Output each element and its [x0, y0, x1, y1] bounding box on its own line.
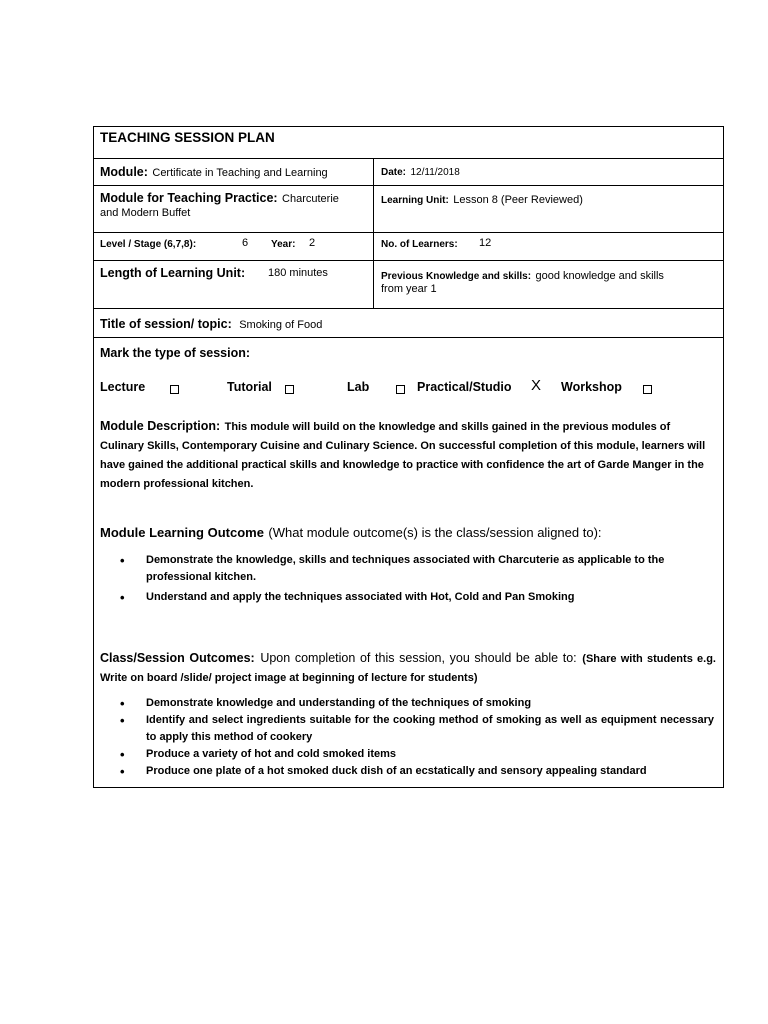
session-type-lab-label: Lab: [347, 380, 370, 394]
mlo-label: Module Learning Outcome: [100, 525, 264, 540]
practice-value-line1: Charcuterie: [282, 193, 339, 205]
title-row: [94, 127, 723, 159]
mlo-list: [94, 552, 714, 606]
date-label: Date:: [381, 167, 407, 178]
topic-label: Title of session/ topic:: [100, 317, 232, 331]
cso-intro: Upon completion of this session, you should be able to:: [260, 651, 577, 665]
session-type-lecture-checkbox[interactable]: [170, 381, 179, 399]
prior-cell: [374, 261, 723, 308]
length-value: 180 minutes: [268, 267, 328, 279]
session-type-workshop-label: Workshop: [561, 380, 622, 394]
year-value: 2: [309, 237, 316, 249]
learners-label: No. of Learners:: [381, 239, 458, 250]
practice-cell: [94, 186, 374, 232]
session-type-lecture-label: Lecture: [100, 380, 146, 394]
description-text: This module will build on the knowledge and skills gained in the previous modules of Culinary Skills, Contemporary Cuisine and Culinary Science. On successful completion of this module, learners will have gained the additional practical skills and knowledge to practice with confidence the art of Garde Manger in the modern professional kitchen.: [100, 421, 706, 490]
cso-item: • Produce one plate of a hot smoked duck dish of an ecstatically and sensory appealing standard: [94, 763, 714, 780]
level-row: [94, 233, 723, 261]
session-plan-table: [93, 126, 724, 788]
learners-cell: [374, 233, 723, 260]
practice-value-line2: and Modern Buffet: [100, 207, 191, 219]
mlo-note: (What module outcome(s) is the class/session aligned to):: [268, 525, 602, 540]
unit-cell: [374, 186, 723, 232]
practice-row: [94, 186, 723, 233]
level-label: Level / Stage (6,7,8):: [100, 239, 197, 250]
cso-note: (Share with students e.g. Write on board /slide/ project image at beginning of lecture for students): [100, 653, 716, 684]
length-cell: [94, 261, 374, 308]
prior-value-line1: good knowledge and skills: [535, 270, 664, 282]
length-row: [94, 261, 723, 309]
session-type-tutorial-checkbox[interactable]: [285, 381, 294, 399]
year-label: Year:: [271, 239, 296, 250]
cso-item: • Produce a variety of hot and cold smoked items: [94, 746, 714, 763]
content-cell: [94, 338, 723, 787]
cso-item: • Identify and select ingredients suitable for the cooking method of smoking as well as equipment necessary to apply this method of cookery: [94, 712, 714, 746]
session-outcomes-intro: [100, 649, 716, 687]
mlo-item: • Understand and apply the techniques associated with Hot, Cold and Pan Smoking: [94, 589, 714, 606]
prior-label: Previous Knowledge and skills:: [381, 271, 532, 282]
module-description: [100, 417, 716, 493]
unit-label: Learning Unit:: [381, 195, 449, 206]
module-cell: [94, 159, 374, 185]
unit-value: Lesson 8 (Peer Reviewed): [453, 194, 583, 206]
cso-label: Class/Session Outcomes:: [100, 651, 255, 665]
practice-label: Module for Teaching Practice:: [100, 191, 278, 205]
cso-list: [94, 695, 714, 780]
mlo-item: • Demonstrate the knowledge, skills and techniques associated with Charcuterie as applicable to the professional kitchen.: [94, 552, 714, 586]
session-type-workshop-checkbox[interactable]: [643, 381, 652, 399]
plan-title: TEACHING SESSION PLAN: [100, 130, 275, 145]
date-cell: [374, 159, 723, 185]
topic-value: Smoking of Food: [239, 319, 323, 331]
learners-value: 12: [479, 237, 492, 249]
module-row: [94, 159, 723, 186]
session-type-practical-mark[interactable]: X: [531, 377, 542, 394]
cso-item: • Demonstrate knowledge and understanding of the techniques of smoking: [94, 695, 714, 712]
session-type-practical-label: Practical/Studio: [417, 380, 512, 394]
session-type-heading: Mark the type of session:: [100, 346, 251, 360]
description-label: Module Description:: [100, 419, 221, 433]
level-cell: [94, 233, 374, 260]
date-value: 12/11/2018: [410, 167, 460, 178]
module-learning-outcome: [100, 524, 602, 542]
level-value: 6: [242, 237, 249, 249]
length-label: Length of Learning Unit:: [100, 266, 246, 280]
module-label: Module:: [100, 165, 148, 179]
session-type-tutorial-label: Tutorial: [227, 380, 272, 394]
session-type-lab-checkbox[interactable]: [396, 381, 405, 399]
topic-row: [94, 309, 723, 338]
prior-value-line2: from year 1: [381, 283, 437, 295]
module-value: Certificate in Teaching and Learning: [152, 167, 328, 179]
